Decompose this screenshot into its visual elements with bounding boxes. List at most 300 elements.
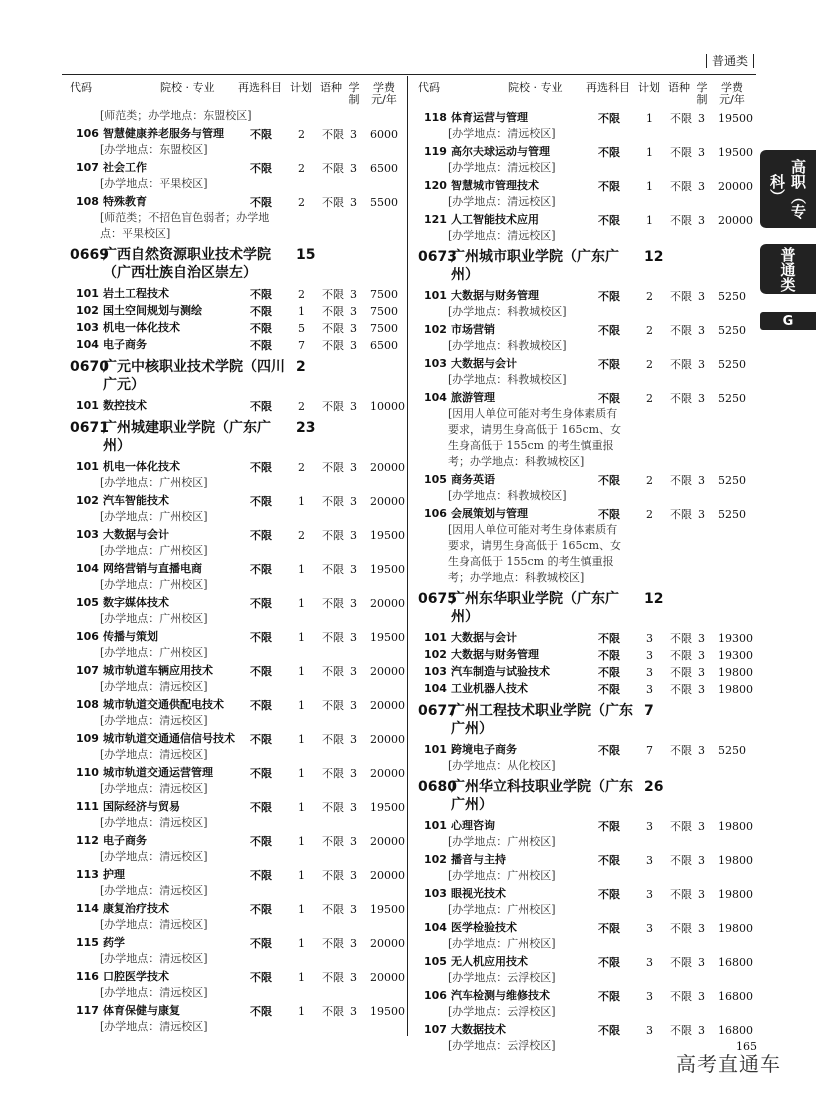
study-years: 3: [698, 666, 705, 679]
major-code: 119: [424, 145, 447, 158]
school-quota: 2: [296, 359, 306, 375]
location-note: [办学地点：清远校区]: [100, 680, 208, 693]
tuition-fee: 19500: [370, 563, 405, 576]
study-years: 3: [350, 305, 357, 318]
school-heading: [418, 590, 750, 626]
col-lang: 语种: [320, 81, 342, 94]
plan-count: 3: [646, 683, 653, 696]
tuition-fee: 5250: [718, 508, 746, 521]
study-years: 3: [350, 400, 357, 413]
table-row: [418, 664, 753, 681]
school-quota: 26: [644, 779, 664, 795]
major-code: 101: [424, 289, 447, 302]
study-years: 3: [698, 146, 705, 159]
plan-count: 2: [298, 128, 305, 141]
school-heading: [70, 358, 400, 394]
location-note: 要求，请男生身高低于 165cm、女: [448, 423, 622, 436]
language: 不限: [322, 801, 344, 814]
selection-subject: 不限: [250, 1005, 272, 1018]
language: 不限: [670, 474, 692, 487]
language: 不限: [322, 835, 344, 848]
study-years: 3: [350, 699, 357, 712]
col-years: 学制: [696, 81, 708, 106]
major-name: 旅游管理: [451, 391, 495, 404]
major-name: 大数据与财务管理: [451, 648, 539, 661]
language: 不限: [322, 495, 344, 508]
language: 不限: [322, 597, 344, 610]
table-row: [418, 742, 750, 774]
selection-subject: 不限: [598, 888, 620, 901]
study-years: 3: [350, 631, 357, 644]
selection-subject: 不限: [598, 820, 620, 833]
side-tab-general[interactable]: 普通类: [760, 244, 816, 294]
tuition-fee: 19500: [370, 529, 405, 542]
plan-count: 1: [298, 631, 305, 644]
language: 不限: [322, 971, 344, 984]
major-code: 112: [76, 834, 99, 847]
col-school-major: 院校 · 专业: [508, 81, 563, 94]
tuition-fee: 20000: [718, 214, 753, 227]
side-tab-letter[interactable]: G: [760, 312, 816, 330]
tuition-fee: 19500: [370, 1005, 405, 1018]
plan-count: 2: [646, 358, 653, 371]
study-years: 3: [350, 869, 357, 882]
major-code: 106: [76, 127, 99, 140]
tuition-fee: 20000: [370, 767, 405, 780]
selection-subject: 不限: [250, 665, 272, 678]
table-row: [70, 527, 405, 559]
study-years: 3: [698, 854, 705, 867]
plan-count: 2: [646, 392, 653, 405]
table-row: [70, 595, 405, 627]
selection-subject: 不限: [250, 400, 272, 413]
selection-subject: 不限: [250, 869, 272, 882]
school-code: 0670: [70, 359, 109, 375]
major-code: 106: [424, 507, 447, 520]
selection-subject: 不限: [598, 683, 620, 696]
selection-subject: 不限: [598, 324, 620, 337]
major-code: 101: [424, 743, 447, 756]
language: 不限: [322, 1005, 344, 1018]
major-name: 体育保健与康复: [103, 1004, 180, 1017]
major-name: 高尔夫球运动与管理: [451, 145, 550, 158]
major-code: 116: [76, 970, 99, 983]
location-note: [办学地点：广州校区]: [100, 476, 208, 489]
table-row: [418, 647, 753, 664]
table-row: [70, 629, 405, 661]
location-note: [办学地点：清远校区]: [100, 816, 208, 829]
major-name: 跨境电子商务: [451, 743, 517, 756]
major-code: 101: [76, 399, 99, 412]
table-row: [418, 144, 753, 176]
location-note: [办学地点：清远校区]: [100, 782, 208, 795]
school-heading: [418, 778, 750, 814]
major-name: 城市轨道车辆应用技术: [103, 664, 213, 677]
major-code: 106: [424, 989, 447, 1002]
major-name: 工业机器人技术: [451, 682, 528, 695]
selection-subject: 不限: [598, 508, 620, 521]
major-name: 会展策划与管理: [451, 507, 528, 520]
major-code: 105: [76, 596, 99, 609]
language: 不限: [322, 529, 344, 542]
language: 不限: [670, 1024, 692, 1037]
language: 不限: [670, 956, 692, 969]
language: 不限: [670, 649, 692, 662]
selection-subject: 不限: [598, 854, 620, 867]
study-years: 3: [350, 529, 357, 542]
language: 不限: [322, 733, 344, 746]
major-code: 107: [76, 161, 99, 174]
language: 不限: [322, 400, 344, 413]
selection-subject: 不限: [250, 162, 272, 175]
table-row: [70, 867, 405, 899]
table-header: [418, 80, 750, 108]
study-years: 3: [698, 290, 705, 303]
plan-count: 3: [646, 1024, 653, 1037]
location-note: [办学地点：清远校区]: [100, 850, 208, 863]
location-note: [办学地点：科教城校区]: [448, 373, 567, 386]
tuition-fee: 5250: [718, 392, 746, 405]
major-code: 109: [76, 732, 99, 745]
tuition-fee: 16800: [718, 956, 753, 969]
plan-count: 1: [298, 597, 305, 610]
plan-count: 1: [298, 733, 305, 746]
tuition-fee: 20000: [370, 937, 405, 950]
language: 不限: [670, 214, 692, 227]
school-quota: 7: [644, 703, 654, 719]
plan-count: 3: [646, 922, 653, 935]
major-code: 111: [76, 800, 99, 813]
major-name: 大数据技术: [451, 1023, 506, 1036]
language: 不限: [322, 196, 344, 209]
study-years: 3: [350, 835, 357, 848]
study-years: 3: [350, 339, 357, 352]
location-note: [办学地点：清远校区]: [100, 986, 208, 999]
plan-count: 1: [646, 180, 653, 193]
study-years: 3: [350, 162, 357, 175]
plan-count: 7: [298, 339, 305, 352]
language: 不限: [322, 563, 344, 576]
school-quota: 12: [644, 591, 664, 607]
major-code: 105: [424, 955, 447, 968]
tuition-fee: 20000: [370, 869, 405, 882]
major-code: 103: [76, 321, 99, 334]
location-note: 考；办学地点：科教城校区]: [448, 455, 585, 468]
plan-count: 3: [646, 820, 653, 833]
language: 不限: [322, 288, 344, 301]
col-lang: 语种: [668, 81, 690, 94]
watermark: 高考直通车: [676, 1052, 781, 1076]
major-name: 网络营销与直播电商: [103, 562, 202, 575]
major-name: 汽车智能技术: [103, 494, 169, 507]
location-note: 生身高低于 155cm 的考生慎重报: [448, 439, 614, 452]
major-code: 102: [424, 323, 447, 336]
major-name: 机电一体化技术: [103, 321, 180, 334]
plan-count: 7: [646, 744, 653, 757]
location-note: [办学地点：清远校区]: [100, 952, 208, 965]
location-note: [办学地点：科教城校区]: [448, 339, 567, 352]
plan-count: 3: [646, 888, 653, 901]
study-years: 3: [698, 324, 705, 337]
study-years: 3: [350, 461, 357, 474]
plan-count: 2: [298, 196, 305, 209]
side-tab-vocational[interactable]: 高职（专科）: [760, 150, 816, 228]
major-code: 103: [424, 357, 447, 370]
school-name: 广州东华职业学院（广东广州）: [451, 591, 619, 625]
major-code: 107: [424, 1023, 447, 1036]
study-years: 3: [350, 937, 357, 950]
location-note: [办学地点：广州校区]: [448, 903, 556, 916]
tuition-fee: 19300: [718, 632, 753, 645]
tuition-fee: 20000: [370, 733, 405, 746]
study-years: 3: [698, 990, 705, 1003]
plan-count: 2: [298, 288, 305, 301]
left-column: [70, 80, 405, 1035]
language: 不限: [670, 392, 692, 405]
selection-subject: 不限: [250, 631, 272, 644]
location-note: [因用人单位可能对考生身体素质有: [448, 523, 618, 536]
table-row: [70, 459, 405, 491]
location-note: 考；办学地点：科教城校区]: [448, 571, 585, 584]
study-years: 3: [698, 744, 705, 757]
study-years: 3: [698, 922, 705, 935]
plan-count: 1: [646, 112, 653, 125]
plan-count: 1: [298, 835, 305, 848]
school-quota: 23: [296, 420, 316, 436]
school-code: 0673: [418, 249, 457, 265]
study-years: 3: [698, 214, 705, 227]
location-note: [办学地点：广州校区]: [100, 544, 208, 557]
col-plan: 计划: [638, 81, 660, 94]
major-code: 113: [76, 868, 99, 881]
plan-count: 1: [298, 495, 305, 508]
tuition-fee: 19800: [718, 922, 753, 935]
major-code: 101: [76, 460, 99, 473]
study-years: 3: [350, 563, 357, 576]
tuition-fee: 20000: [370, 495, 405, 508]
table-row: [418, 818, 753, 850]
plan-count: 2: [646, 508, 653, 521]
tuition-fee: 20000: [370, 699, 405, 712]
major-code: 107: [76, 664, 99, 677]
language: 不限: [670, 508, 692, 521]
right-column: [418, 80, 753, 1054]
language: 不限: [322, 665, 344, 678]
selection-subject: 不限: [250, 971, 272, 984]
school-name: 广州工程技术职业学院（广东广州）: [451, 703, 633, 737]
plan-count: 1: [298, 665, 305, 678]
tuition-fee: 5500: [370, 196, 398, 209]
language: 不限: [670, 666, 692, 679]
location-note: [办学地点：清远校区]: [448, 195, 556, 208]
study-years: 3: [350, 971, 357, 984]
plan-count: 2: [298, 162, 305, 175]
language: 不限: [670, 744, 692, 757]
language: 不限: [322, 903, 344, 916]
study-years: 3: [350, 903, 357, 916]
school-code: 0671: [70, 420, 109, 436]
table-row: [70, 320, 400, 337]
col-plan: 计划: [290, 81, 312, 94]
study-years: 3: [698, 649, 705, 662]
location-note: [因用人单位可能对考生身体素质有: [448, 407, 618, 420]
selection-subject: 不限: [250, 937, 272, 950]
plan-count: 3: [646, 990, 653, 1003]
table-header: [70, 80, 400, 108]
plan-count: 1: [298, 305, 305, 318]
col-fee: 学费元/年: [371, 81, 397, 106]
location-note: [办学地点：广州校区]: [448, 835, 556, 848]
language: 不限: [670, 888, 692, 901]
location-note: [办学地点：科教城校区]: [448, 305, 567, 318]
language: 不限: [670, 180, 692, 193]
location-note: 要求，请男生身高低于 165cm、女: [448, 539, 622, 552]
selection-subject: 不限: [598, 744, 620, 757]
selection-subject: 不限: [598, 180, 620, 193]
selection-subject: 不限: [250, 699, 272, 712]
language: 不限: [322, 128, 344, 141]
table-row: [70, 935, 405, 967]
selection-subject: 不限: [250, 835, 272, 848]
tuition-fee: 19800: [718, 666, 753, 679]
location-note: 生身高低于 155cm 的考生慎重报: [448, 555, 614, 568]
major-code: 104: [424, 391, 447, 404]
language: 不限: [322, 767, 344, 780]
selection-subject: 不限: [250, 196, 272, 209]
major-code: 101: [424, 819, 447, 832]
table-row: [418, 920, 753, 952]
study-years: 3: [698, 1024, 705, 1037]
table-row: [418, 630, 753, 647]
plan-count: 2: [298, 400, 305, 413]
location-note: [办学地点：清远校区]: [448, 229, 556, 242]
major-name: 心理咨询: [451, 819, 495, 832]
table-row: [70, 286, 400, 303]
language: 不限: [670, 146, 692, 159]
major-name: 护理: [103, 868, 125, 881]
selection-subject: 不限: [250, 305, 272, 318]
major-code: 121: [424, 213, 447, 226]
language: 不限: [322, 937, 344, 950]
plan-count: 1: [298, 971, 305, 984]
major-name: 体育运营与管理: [451, 111, 528, 124]
selection-subject: 不限: [598, 649, 620, 662]
major-code: 104: [424, 921, 447, 934]
study-years: 3: [698, 888, 705, 901]
col-code: 代码: [70, 81, 92, 94]
selection-subject: 不限: [250, 733, 272, 746]
tuition-fee: 5250: [718, 474, 746, 487]
school-heading: [418, 702, 750, 738]
location-note: [办学地点：清远校区]: [100, 714, 208, 727]
tuition-fee: 7500: [370, 322, 398, 335]
selection-subject: 不限: [598, 1024, 620, 1037]
school-name: 广西自然资源职业技术学院（广西壮族自治区崇左）: [103, 247, 271, 281]
major-code: 114: [76, 902, 99, 915]
study-years: 3: [698, 683, 705, 696]
left-table-body: [70, 108, 405, 1035]
major-name: 岩土工程技术: [103, 287, 169, 300]
major-code: 105: [424, 473, 447, 486]
table-row: [70, 194, 400, 242]
major-code: 102: [76, 304, 99, 317]
table-row: [70, 126, 400, 158]
major-code: 101: [424, 631, 447, 644]
major-name: 机电一体化技术: [103, 460, 180, 473]
table-row: [70, 969, 405, 1001]
plan-count: 3: [646, 666, 653, 679]
major-name: 特殊教育: [103, 195, 147, 208]
major-name: 大数据与会计: [103, 528, 169, 541]
selection-subject: 不限: [598, 666, 620, 679]
plan-count: 1: [298, 801, 305, 814]
right-table-body: [418, 110, 753, 1054]
table-row: [418, 506, 750, 586]
location-note: 点：平果校区]: [100, 227, 171, 240]
plan-count: 1: [298, 1005, 305, 1018]
plan-count: 3: [646, 632, 653, 645]
col-school-major: 院校 · 专业: [160, 81, 215, 94]
table-row: [418, 886, 753, 918]
tuition-fee: 6000: [370, 128, 398, 141]
major-name: 电子商务: [103, 834, 147, 847]
major-name: 药学: [103, 936, 125, 949]
location-note: [办学地点：清远校区]: [448, 161, 556, 174]
table-row: [70, 1003, 405, 1035]
table-row: [70, 398, 405, 415]
plan-count: 1: [298, 699, 305, 712]
selection-subject: 不限: [598, 214, 620, 227]
study-years: 3: [350, 495, 357, 508]
plan-count: 1: [298, 903, 305, 916]
selection-subject: 不限: [250, 597, 272, 610]
major-name: 电子商务: [103, 338, 147, 351]
major-code: 120: [424, 179, 447, 192]
table-row: [418, 178, 753, 210]
major-name: 播音与主持: [451, 853, 506, 866]
study-years: 3: [350, 801, 357, 814]
major-code: 101: [76, 287, 99, 300]
major-code: 110: [76, 766, 99, 779]
header-rule: [62, 74, 756, 75]
location-note: [办学地点：云浮校区]: [448, 971, 556, 984]
study-years: 3: [350, 733, 357, 746]
study-years: 3: [350, 288, 357, 301]
school-heading: [418, 248, 750, 284]
major-code: 118: [424, 111, 447, 124]
study-years: 3: [350, 665, 357, 678]
selection-subject: 不限: [598, 112, 620, 125]
selection-subject: 不限: [250, 288, 272, 301]
language: 不限: [322, 305, 344, 318]
major-name: 大数据与会计: [451, 357, 517, 370]
table-row: [418, 390, 750, 470]
location-note: [办学地点：清远校区]: [100, 884, 208, 897]
location-note: [办学地点：广州校区]: [100, 510, 208, 523]
location-note: [办学地点：清远校区]: [100, 748, 208, 761]
tuition-fee: 5250: [718, 290, 746, 303]
tuition-fee: 5250: [718, 744, 746, 757]
selection-subject: 不限: [598, 290, 620, 303]
major-code: 102: [76, 494, 99, 507]
study-years: 3: [350, 322, 357, 335]
major-name: 城市轨道交通供配电技术: [103, 698, 224, 711]
location-note: [办学地点：从化校区]: [448, 759, 556, 772]
table-row: [418, 954, 753, 986]
major-name: 康复治疗技术: [103, 902, 169, 915]
tuition-fee: 7500: [370, 288, 398, 301]
major-name: 国土空间规划与测绘: [103, 304, 202, 317]
